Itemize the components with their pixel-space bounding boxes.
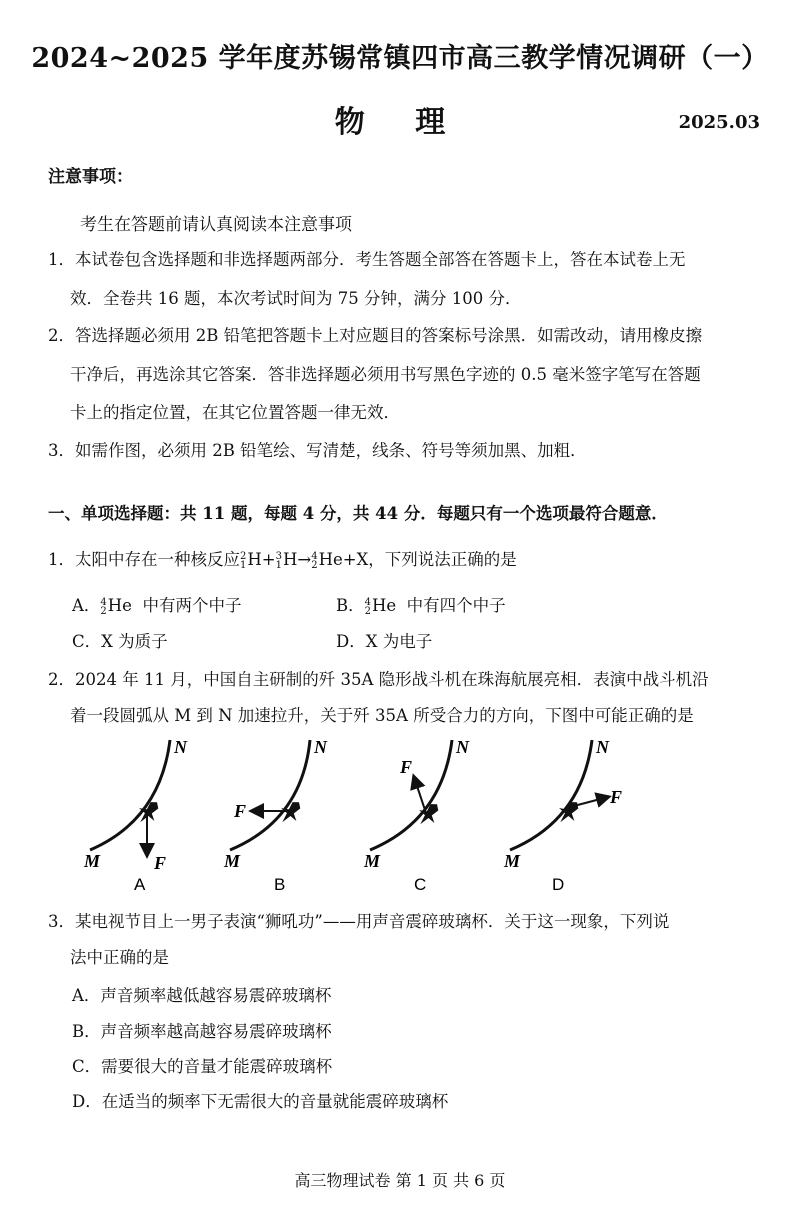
notice-item-1-cont: 效．全卷共 16 题，本次考试时间为 75 分钟，满分 100 分． — [70, 289, 522, 308]
nuclide-mass-charge: 2 1 — [240, 550, 247, 571]
question-3-stem — [48, 908, 669, 932]
question-2-stem-cont: 着一段圆弧从 M 到 N 加速拉升，关于歼 35A 所受合力的方向，下图中可能正确的是 — [70, 706, 694, 725]
question-number: 3． — [48, 912, 75, 931]
notice-item-3 — [48, 437, 587, 461]
option-text: 需要很大的音量才能震碎玻璃杯 — [101, 1057, 333, 1076]
point-n-label: N — [174, 737, 187, 757]
question-text: ，下列说法正确的是 — [368, 550, 517, 569]
plus-sign: + — [261, 550, 276, 569]
option-text: X 为质子 — [101, 632, 168, 651]
question-text: 太阳中存在一种核反应 — [75, 550, 240, 569]
arc-path — [230, 740, 310, 850]
nuclide-symbol: He — [107, 596, 132, 615]
point-m-label: M — [84, 851, 101, 871]
force-label: F — [610, 787, 623, 807]
q1-option-d[interactable] — [336, 628, 432, 652]
option-text: 声音频率越高越容易震碎玻璃杯 — [100, 1022, 332, 1041]
point-n-label: N — [596, 737, 609, 757]
nuclide-mass-charge: 4 2 — [364, 596, 372, 617]
nuclide-mass-charge: 4 2 — [311, 550, 318, 571]
question-text: 某电视节目上一男子表演“狮吼功”——用声音震碎玻璃杯．关于这一现象，下列说 — [75, 912, 670, 931]
q1-option-a[interactable] — [72, 592, 241, 616]
jet-icon — [553, 796, 585, 829]
option-text: X 为电子 — [365, 632, 433, 651]
notice-item-num: 3． — [48, 441, 75, 460]
option-label: D． — [336, 632, 366, 651]
q3-option-d[interactable] — [72, 1088, 448, 1112]
option-label: C． — [72, 632, 102, 651]
force-label: F — [234, 801, 247, 821]
figure-panel-d — [503, 737, 622, 894]
notice-item-2-cont2: 卡上的指定位置，在其它位置答题一律无效． — [70, 403, 400, 422]
reaction-arrow: → — [297, 550, 312, 569]
option-label: D． — [72, 1092, 102, 1111]
notice-item-text: 本试卷包含选择题和非选择题两部分．考生答题全部答在答题卡上，答在本试卷上无 — [75, 250, 686, 269]
page-footer: 高三物理试卷 第 1 页 共 6 页 — [294, 1171, 506, 1190]
option-text: 声音频率越低越容易震碎玻璃杯 — [100, 986, 332, 1005]
question-text: 2024 年 11 月，中国自主研制的歼 35A 隐形战斗机在珠海航展亮相．表演中战斗机沿 — [75, 670, 709, 689]
notice-item-2-cont: 干净后，再选涂其它答案．答非选择题必须用书写黑色字迹的 0.5 毫米签字笔写在答题 — [70, 365, 701, 384]
exam-title: 2024~2025 学年度苏锡常镇四市高三教学情况调研（一） — [31, 43, 769, 74]
q2-figure — [70, 735, 710, 895]
figure-panel-b — [223, 737, 328, 894]
point-n-label: N — [456, 737, 469, 757]
panel-caption: C — [414, 875, 427, 894]
exam-date: 2025.03 — [678, 112, 760, 133]
q3-option-a[interactable] — [72, 982, 331, 1006]
force-arrow — [570, 797, 608, 807]
q1-option-b[interactable] — [336, 592, 506, 616]
nuclide-symbol: He — [372, 596, 397, 615]
point-m-label: M — [504, 851, 521, 871]
question-2-stem — [48, 666, 709, 690]
figure-panel-c — [363, 737, 470, 894]
notice-heading: 注意事项： — [48, 167, 133, 187]
option-label: C． — [72, 1057, 102, 1076]
panel-caption: A — [134, 875, 146, 894]
section-heading: 一、单项选择题：共 11 题，每题 4 分，共 44 分．每题只有一个选项最符合题意． — [48, 504, 668, 523]
q3-option-b[interactable] — [72, 1018, 332, 1042]
option-label: B． — [72, 1022, 101, 1041]
option-label: B． — [336, 596, 365, 615]
question-number: 1． — [48, 550, 75, 569]
nuclide-symbol: H — [282, 550, 298, 569]
notice-item-num: 2． — [48, 326, 75, 345]
arc-path — [90, 740, 170, 850]
arc-path — [510, 740, 592, 850]
force-label: F — [154, 853, 167, 873]
notice-item-2 — [48, 322, 702, 346]
q1-option-c[interactable] — [72, 628, 168, 652]
notice-item-1 — [48, 246, 686, 270]
notice-intro: 考生在答题前请认真阅读本注意事项 — [80, 215, 352, 235]
option-label: A． — [72, 986, 101, 1005]
question-1-stem — [48, 546, 517, 570]
point-n-label: N — [314, 737, 327, 757]
point-m-label: M — [224, 851, 241, 871]
notice-item-num: 1． — [48, 250, 75, 269]
q3-option-c[interactable] — [72, 1053, 332, 1077]
product-x: +X — [342, 550, 369, 569]
option-text: 中有四个中子 — [406, 596, 506, 615]
point-m-label: M — [364, 851, 381, 871]
figure-panel-a — [83, 737, 188, 894]
force-label: F — [400, 757, 413, 777]
option-text: 在适当的频率下无需很大的音量就能震碎玻璃杯 — [101, 1092, 449, 1111]
notice-item-text: 答选择题必须用 2B 铅笔把答题卡上对应题目的答案标号涂黑．如需改动，请用橡皮擦 — [75, 326, 703, 345]
question-number: 2． — [48, 670, 75, 689]
nuclide-symbol: He — [318, 550, 343, 569]
subject-title: 物 理 — [334, 105, 466, 140]
option-text: 中有两个中子 — [142, 596, 242, 615]
question-3-stem-cont: 法中正确的是 — [70, 948, 169, 967]
panel-caption: D — [552, 875, 565, 894]
option-label: A． — [72, 596, 101, 615]
nuclide-mass-charge: 4 2 — [100, 596, 107, 617]
nuclide-symbol: H — [247, 550, 262, 569]
panel-caption: B — [274, 875, 286, 894]
notice-item-text: 如需作图，必须用 2B 铅笔绘、写清楚，线条、符号等须加黑、加粗． — [75, 441, 587, 460]
force-arrow — [414, 777, 426, 813]
nuclide-mass-charge: 3 1 — [275, 550, 282, 571]
